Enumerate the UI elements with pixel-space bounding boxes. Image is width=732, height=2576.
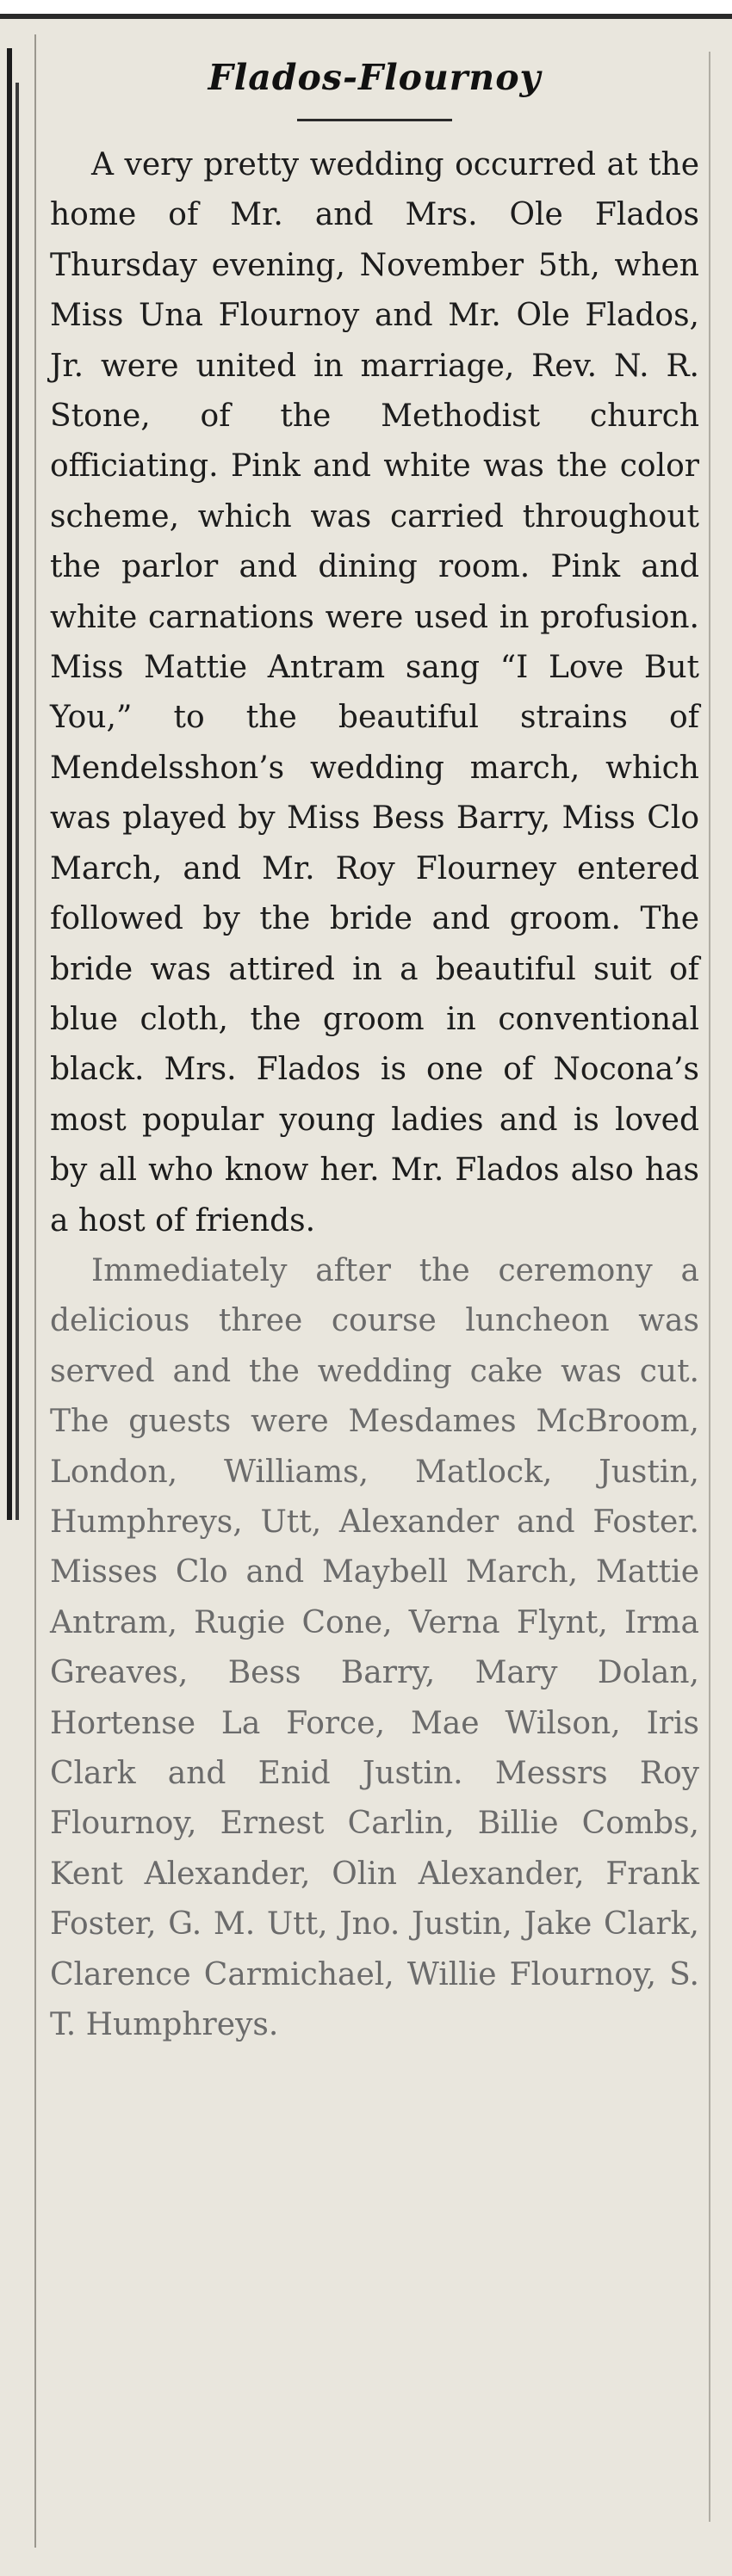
- gutter-bar: [7, 48, 12, 1520]
- gutter-bar-secondary: [16, 83, 19, 1520]
- column-rule-left: [34, 34, 36, 2548]
- headline-divider: [297, 119, 452, 121]
- headline: Flados-Flournoy: [208, 57, 542, 98]
- article: [43, 52, 706, 2050]
- article-paragraph-main: A very pretty wedding occurred at the home of Mr. and Mrs. Ole Flados Thursday evening, November 5th, when Miss Una Flournoy and Mr. Ole Flados, Jr. were united in marriage, Rev. N. R. Stone, of the Methodist church officiating. Pink and white was the color scheme, which was carried throughout the parlor and dining room. Pink and white carnations were used in profusion. Miss Mattie Antram sang “I Love But You,” to the beautiful strains of Mendelsshon’s wedding march, which was played by Miss Bess Barry, Miss Clo March, and Mr. Roy Flourney entered followed by the bride and groom. The bride was attired in a beautiful suit of blue cloth, the groom in conventional black. Mrs. Flados is one of Nocona’s most popular young ladies and is loved by all who know her. Mr. Flados also has a host of friends.: [50, 147, 699, 1239]
- page-top-rule: [0, 0, 732, 22]
- article-paragraph-guests: Immediately after the ceremony a delicious three course luncheon was served and the wedding cake was cut. The guests were Mesdames McBroom, London, Williams, Matlock, Justin, Humphreys, Utt, Alexander and Foster. Misses Clo and Maybell March, Mattie Antram, Rugie Cone, Verna Flynt, Irma Greaves, Bess Barry, Mary Dolan, Hortense La Force, Mae Wilson, Iris Clark and Enid Justin. Messrs Roy Flournoy, Ernest Carlin, Billie Combs, Kent Alexander, Olin Alexander, Frank Foster, G. M. Utt, Jno. Justin, Jake Clark, Clarence Carmichael, Willie Flournoy, S. T. Humphreys.: [50, 1252, 699, 2043]
- column-rule-right: [709, 52, 710, 2522]
